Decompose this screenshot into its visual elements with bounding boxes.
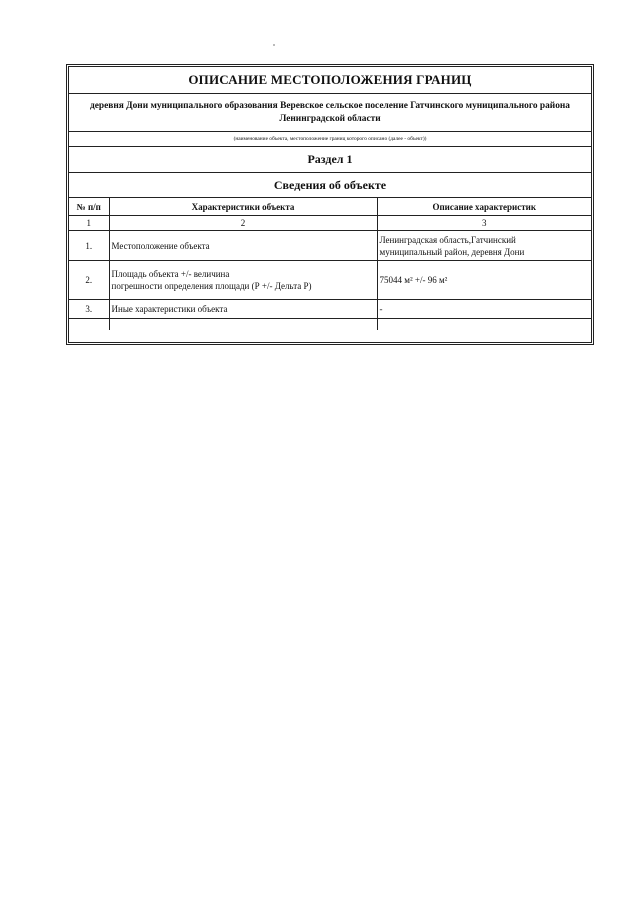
description-cell (377, 261, 591, 300)
object-info-table (69, 198, 591, 330)
characteristic-line: Площадь объекта +/- величина (111, 269, 230, 279)
section-heading: Раздел 1 (69, 147, 591, 173)
characteristic-line: Иные характеристики объекта (111, 304, 228, 314)
characteristic-cell (109, 300, 377, 319)
empty-cell (69, 319, 109, 331)
row-number: 2. (69, 261, 109, 300)
characteristic-line: погрешности определения площади (Р +/- Дельта Р) (111, 281, 312, 291)
description-cell (377, 231, 591, 261)
characteristic-line: Местоположение объекта (111, 240, 210, 251)
table-empty-row (69, 319, 591, 331)
column-number: 1 (69, 216, 109, 231)
column-number: 2 (109, 216, 377, 231)
info-heading: Сведения об объекте (69, 173, 591, 198)
row-number: 3. (69, 300, 109, 319)
empty-cell (377, 319, 591, 331)
column-number: 3 (377, 216, 591, 231)
characteristic-cell (109, 261, 377, 300)
empty-cell (109, 319, 377, 331)
description-cell (377, 300, 591, 319)
table-header-row (69, 198, 591, 216)
description-line: 75044 м² +/- 96 м² (379, 275, 448, 285)
description-line: - (379, 304, 383, 314)
header-number: № п/п (69, 198, 109, 216)
document-frame (66, 64, 594, 345)
header-description: Описание характеристик (377, 198, 591, 216)
characteristic-cell (109, 231, 377, 261)
table-row (69, 231, 591, 261)
table-row (69, 261, 591, 300)
header-characteristic: Характеристики объекта (109, 198, 377, 216)
column-number-row (69, 216, 591, 231)
row-number: 1. (69, 231, 109, 261)
document-inner-frame (68, 66, 592, 343)
scan-artifact (273, 44, 275, 46)
object-name: деревня Дони муниципального образования Веревское сельское поселение Гатчинского муниципального района Ленинградской области (69, 94, 591, 132)
table-row (69, 300, 591, 319)
document-title: ОПИСАНИЕ МЕСТОПОЛОЖЕНИЯ ГРАНИЦ (69, 67, 591, 94)
description-line: Ленинградская область,Гатчинский (379, 234, 516, 245)
object-name-caption: (наименование объекта, местоположение границ которого описано (далее - объект)) (69, 132, 591, 147)
description-line: муниципальный район, деревня Дони (379, 246, 525, 257)
